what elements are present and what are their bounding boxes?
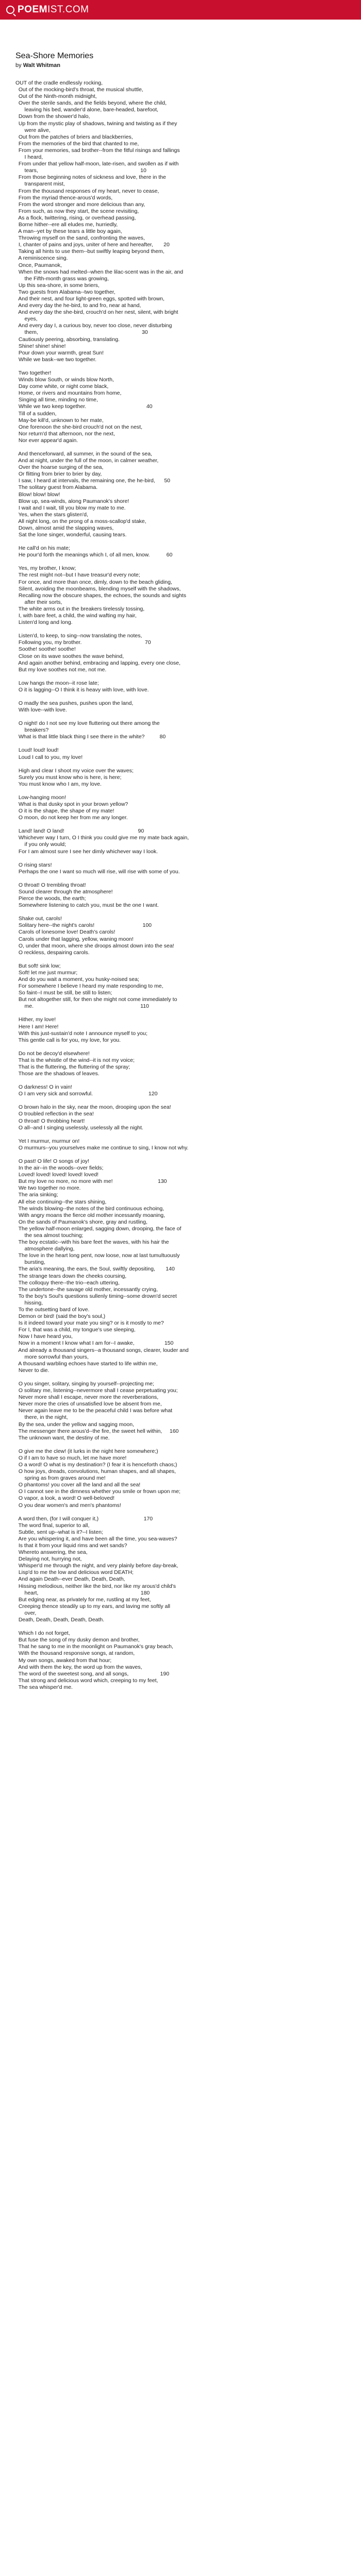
poem-line: there, in the night,	[15, 1414, 68, 1421]
poem-stanza	[15, 1050, 361, 1077]
poem-line: By the sea, under the yellow and sagging moon,	[15, 1421, 134, 1428]
poem-line: O brown halo in the sky, near the moon, drooping upon the sea!	[15, 1104, 171, 1111]
poem-line: While we two keep together. 40	[15, 403, 153, 410]
poem-line: The solitary guest from Alabama.	[15, 484, 98, 491]
poem-line: eyes,	[15, 316, 38, 323]
poem-stanza	[15, 862, 361, 875]
poem-line: O a word! O what is my destination? (I fear it is henceforth chaos;)	[15, 1461, 177, 1468]
poem-line: Two together!	[15, 369, 52, 376]
poem-line: Pour down your warmth, great Sun!	[15, 349, 104, 356]
poem-line: transparent mist,	[15, 181, 65, 188]
poem-line: Never again leave me to be the peaceful child I was before what	[15, 1408, 173, 1414]
poem-line: This gentle call is for you, my love, for you.	[15, 1037, 121, 1043]
poem-line: Low hangs the moon--it rose late;	[15, 680, 99, 686]
poem-line: The boy ecstatic--with his bare feet the waves, with his hair the	[15, 1239, 169, 1246]
author-link[interactable]: Walt Whitman	[23, 62, 60, 69]
poem-line: O it is the shape, the shape of my mate!	[15, 808, 114, 815]
poem-body	[15, 80, 361, 1691]
poem-line: The aria's meaning, the ears, the Soul, swiftly depositing, 140	[15, 1266, 175, 1273]
poem-line: O troubled reflection in the sea!	[15, 1111, 94, 1117]
poem-line: Demon or bird! (said the boy's soul,)	[15, 1313, 106, 1320]
poem-line: me. 110	[15, 1003, 149, 1010]
poem-line: Subtle, sent up--what is it?--I listen;	[15, 1529, 103, 1535]
poem-line: My own songs, awaked from that hour;	[15, 1657, 112, 1664]
poem-line: Out of the Ninth-month midnight,	[15, 93, 97, 100]
poem-line: The sea whisper'd me.	[15, 1684, 73, 1690]
poem-line: I wait and I wait, till you blow my mate to me.	[15, 504, 126, 511]
poem-line: Whichever way I turn, O I think you could give me my mate back again,	[15, 835, 189, 841]
poem-line: A thousand warbling echoes have started to life within me,	[15, 1360, 158, 1367]
byline	[15, 62, 361, 69]
poem-line: Hissing melodious, neither like the bird, nor like my arous'd child's	[15, 1583, 176, 1589]
poem-line: O past! O life! O songs of joy!	[15, 1158, 89, 1164]
poem-line: From under that yellow half-moon, late-risen, and swollen as if with	[15, 161, 179, 167]
poem-line: Recalling now the obscure shapes, the echoes, the sounds and sights	[15, 592, 186, 599]
poem-line: more sorrowful than yours,	[15, 1353, 89, 1360]
poem-line: Singing all time, minding no time,	[15, 397, 98, 403]
poem-line: The aria sinking;	[15, 1192, 58, 1198]
poem-line: To the boy's Soul's questions sullenly timing--some drown'd secret	[15, 1293, 177, 1299]
poem-line: Are you whispering it, and have been all the time, you sea-waves?	[15, 1535, 177, 1542]
poem-line: From the thousand responses of my heart, never to cease,	[15, 188, 159, 194]
poem-line: Throwing myself on the sand, confronting the waves,	[15, 235, 145, 242]
poem-line: A reminiscence sing.	[15, 255, 68, 262]
poem-line: All night long, on the prong of a moss-scallop'd stake,	[15, 518, 146, 524]
poem-line: I, with bare feet, a child, the wind wafting my hair,	[15, 613, 137, 619]
poem-line: Pierce the woods, the earth;	[15, 895, 86, 902]
poem-line: O give me the clew! (it lurks in the night here somewhere;)	[15, 1448, 158, 1454]
poem-line: The word of the sweetest song, and all songs, 190	[15, 1670, 170, 1677]
logo-suffix: IST.COM	[47, 4, 89, 15]
poem-line: Out from the patches of briers and blackberries,	[15, 133, 133, 140]
poem-stanza	[15, 633, 361, 673]
poem-line: Land! land! O land! 90	[15, 828, 144, 835]
poem-line: He pour'd forth the meanings which I, of all men, know. 60	[15, 552, 173, 558]
poem-line: Somewhere listening to catch you, must be the one I want.	[15, 902, 159, 909]
poem-stanza	[15, 963, 361, 1010]
poem-line: From the word stronger and more delicious than any,	[15, 201, 145, 208]
poem-line: Now in a moment I know what I am for--I awake, 150	[15, 1340, 174, 1347]
poem-line: From such, as now they start, the scene revisiting,	[15, 208, 139, 214]
poem-line: Up this sea-shore, in some briers,	[15, 282, 100, 289]
poem-line: O how joys, dreads, convolutions, human shapes, and all shapes,	[15, 1468, 176, 1475]
poem-line: I, chanter of pains and joys, uniter of here and hereafter, 20	[15, 242, 170, 248]
poem-line: Surely you must know who is here, is here;	[15, 774, 122, 781]
poem-stanza	[15, 1381, 361, 1442]
poem-line: The love in the heart long pent, now loose, now at last tumultuously	[15, 1252, 180, 1259]
poem-line: O darkness! O in vain!	[15, 1084, 72, 1091]
poem-line: But my love soothes not me, not me.	[15, 666, 107, 673]
poem-stanza	[15, 451, 361, 538]
poem-line: bursting,	[15, 1259, 45, 1266]
poem-line: Carols under that lagging, yellow, waning moon!	[15, 936, 134, 942]
poem-stanza	[15, 768, 361, 788]
poem-line: And every day the he-bird, to and fro, near at hand,	[15, 302, 141, 309]
poem-line: Shake out, carols!	[15, 916, 62, 922]
poem-line: The strange tears down the cheeks coursing,	[15, 1273, 127, 1279]
poem-line: O solitary me, listening--nevermore shall I cease perpetuating you;	[15, 1387, 178, 1394]
poem-line: Soothe! soothe! soothe!	[15, 646, 76, 653]
poem-line: Over the sterile sands, and the fields beyond, where the child,	[15, 100, 167, 107]
poem-line: I heard,	[15, 154, 43, 161]
poem-line: Carols of lonesome love! Death's carols!	[15, 929, 116, 936]
poem-line: With the thousand responsive songs, at random,	[15, 1650, 135, 1657]
poem-title: Sea-Shore Memories	[15, 52, 94, 60]
poem-line: High and clear I shoot my voice over the waves;	[15, 767, 134, 774]
poem-line: May-be kill'd, unknown to her mate,	[15, 417, 104, 423]
poem-line: O murmurs--you yourselves make me continue to sing, I know not why.	[15, 1144, 189, 1151]
poem-stanza	[15, 370, 361, 444]
poem-stanza	[15, 1448, 361, 1509]
poem-line: Never more the cries of unsatisfied love be absent from me,	[15, 1401, 162, 1408]
poem-line: OUT of the cradle endlessly rocking,	[15, 80, 103, 86]
poem-line: Low-hanging moon!	[15, 794, 67, 801]
poem-line: Loud! loud! loud!	[15, 747, 59, 754]
poem-line: Delaying not, hurrying not,	[15, 1556, 82, 1563]
poem-line: Blow up, sea-winds, along Paumanok's shore!	[15, 498, 129, 504]
poem-line: heart, 180	[15, 1589, 150, 1596]
poem-line: O, under that moon, where she droops almost down into the sea!	[15, 942, 174, 949]
poem-stanza	[15, 545, 361, 558]
poem-line: the sea almost touching;	[15, 1232, 84, 1239]
poem-line: The colloquy there--the trio--each uttering,	[15, 1279, 120, 1286]
poem-line: O reckless, despairing carols.	[15, 949, 90, 956]
magnifier-logo-icon	[6, 6, 14, 14]
poem-container	[0, 20, 361, 1691]
poem-line: O if I am to have so much, let me have more!	[15, 1454, 127, 1461]
poem-line: That is the whistle of the wind--it is not my voice;	[15, 1057, 135, 1063]
poem-line: Sound clearer through the atmosphere!	[15, 888, 113, 895]
poem-line: One forenoon the she-bird crouch'd not on the nest,	[15, 423, 142, 430]
poem-line: Up from the mystic play of shadows, twining and twisting as if they	[15, 120, 177, 127]
poem-line: The winds blowing--the notes of the bird continuous echoing,	[15, 1205, 165, 1212]
poem-line: Day come white, or night come black,	[15, 383, 109, 390]
poem-line: Whereto answering, the sea,	[15, 1549, 88, 1556]
poem-line: Nor return'd that afternoon, nor the next,	[15, 430, 115, 437]
poem-line: And again another behind, embracing and lapping, every one close,	[15, 659, 180, 666]
poem-line: Down, almost amid the slapping waves,	[15, 525, 114, 531]
poem-line: O throat! O throbbing heart!	[15, 1117, 85, 1124]
poem-line: From those beginning notes of sickness and love, there in the	[15, 174, 166, 181]
poem-line: With love--with love.	[15, 707, 67, 714]
poem-stanza	[15, 916, 361, 956]
poem-line: O moon, do not keep her from me any longer.	[15, 815, 128, 821]
poem-line: What is that dusky spot in your brown yellow?	[15, 801, 128, 807]
poem-line: Creeping thence steadily up to my ears, and laving me softly all	[15, 1603, 170, 1609]
poem-line: Shine! shine! shine!	[15, 343, 66, 349]
poem-line: O all--and I singing uselessly, uselessly all the night.	[15, 1124, 143, 1131]
poem-line: leaving his bed, wander'd alone, bare-headed, barefoot,	[15, 107, 158, 113]
poem-line: them, 30	[15, 329, 148, 336]
poem-line: O madly the sea pushes, pushes upon the land,	[15, 700, 134, 706]
poem-line: Or flitting from brier to brier by day,	[15, 471, 102, 478]
poem-line: O night! do I not see my love fluttering out there among the	[15, 720, 160, 727]
poem-line: O throat! O trembling throat!	[15, 882, 86, 888]
poem-stanza	[15, 80, 361, 363]
poem-line: over,	[15, 1609, 37, 1616]
poem-stanza	[15, 565, 361, 626]
poem-stanza	[15, 1516, 361, 1624]
poem-line: Never more shall I escape, never more the reverberations,	[15, 1394, 159, 1401]
poem-line: if you only would;	[15, 841, 67, 848]
poem-line: O you dear women's and men's phantoms!	[15, 1502, 121, 1509]
poem-line: Death, Death, Death, Death, Death.	[15, 1617, 105, 1623]
poem-line: The unknown want, the destiny of me.	[15, 1434, 110, 1441]
poem-line: A word then, (for I will conquer it,) 170	[15, 1515, 153, 1522]
poem-line: O I am very sick and sorrowful. 120	[15, 1091, 158, 1097]
poem-stanza	[15, 700, 361, 714]
poem-line: For somewhere I believe I heard my mate responding to me,	[15, 983, 163, 990]
poem-stanza	[15, 882, 361, 909]
poem-line: When the snows had melted--when the lilac-scent was in the air, and	[15, 268, 184, 275]
poem-line: Is it indeed toward your mate you sing? or is it mostly to me?	[15, 1320, 164, 1327]
poem-line: Blow! blow! blow!	[15, 491, 60, 498]
poem-line: Solitary here--the night's carols! 100	[15, 922, 152, 929]
poem-line: Till of a sudden,	[15, 410, 57, 417]
poem-line: For once, and more than once, dimly, down to the beach gliding,	[15, 579, 172, 585]
poem-line: Soft! let me just murmur;	[15, 969, 78, 976]
poem-line: To the outsetting bard of love.	[15, 1307, 90, 1313]
poem-line: Yes, my brother, I know;	[15, 565, 76, 572]
poem-line: Cautiously peering, absorbing, translating.	[15, 336, 120, 343]
poem-line: And already a thousand singers--a thousand songs, clearer, louder and	[15, 1347, 189, 1353]
poem-line: He call'd on his mate;	[15, 545, 70, 552]
poem-line: Following you, my brother. 70	[15, 639, 151, 646]
poem-line: Down from the shower'd halo,	[15, 113, 90, 120]
poem-line: the Fifth-month grass was growing,	[15, 275, 109, 282]
poem-line: The word final, superior to all,	[15, 1522, 90, 1529]
poem-line: But soft! sink low;	[15, 962, 61, 969]
poem-stanza	[15, 1084, 361, 1097]
poem-stanza	[15, 1016, 361, 1043]
poem-line: And with them the key, the word up from the waves,	[15, 1664, 142, 1670]
poem-line: Loud I call to you, my love!	[15, 754, 83, 760]
poem-line: Which I do not forget,	[15, 1630, 70, 1637]
poem-stanza	[15, 1138, 361, 1151]
poem-line: From the memories of the bird that chanted to me,	[15, 140, 139, 147]
poem-line: Now I have heard you,	[15, 1333, 73, 1340]
poem-line: But not altogether still, for then she might not come immediately to	[15, 996, 177, 1003]
poem-line: As a flock, twittering, rising, or overhead passing,	[15, 214, 136, 221]
poem-line: The rest might not--but I have treasur'd every note;	[15, 572, 140, 579]
poem-line: tears, 10	[15, 167, 146, 174]
site-logo[interactable]	[6, 4, 89, 15]
poem-line: Winds blow South, or winds blow North,	[15, 377, 114, 383]
poem-line: The undertone--the savage old mother, incessantly crying,	[15, 1286, 158, 1293]
poem-line: A man--yet by these tears a little boy again,	[15, 228, 122, 235]
poem-line: Perhaps the one I want so much will rise, will rise with some of you.	[15, 868, 180, 875]
poem-line: That strong and delicious word which, creeping to my feet,	[15, 1677, 158, 1684]
poem-line: For I, that was a child, my tongue's use sleeping,	[15, 1327, 136, 1333]
poem-line: And do you wait a moment, you husky-noised sea;	[15, 976, 139, 982]
poem-line: Two guests from Alabama--two together,	[15, 289, 116, 295]
poem-stanza	[15, 1158, 361, 1374]
poem-line: breakers?	[15, 727, 49, 734]
poem-line: So faint--I must be still, be still to listen;	[15, 990, 112, 996]
poem-line: And at night, under the full of the moon, in calmer weather,	[15, 457, 159, 464]
poem-line: The yellow half-moon enlarged, sagging down, drooping, the face of	[15, 1225, 182, 1232]
poem-line: were alive,	[15, 127, 51, 133]
poem-stanza	[15, 720, 361, 740]
poem-line: Whisper'd me through the night, and very plainly before day-break,	[15, 1563, 178, 1569]
poem-line: On the sands of Paumanok's shore, gray and rustling,	[15, 1218, 147, 1225]
byline-prefix: by	[15, 62, 22, 69]
poem-line: Over the hoarse surging of the sea,	[15, 464, 104, 471]
poem-line: Never to die.	[15, 1367, 50, 1374]
poem-line: That is the fluttering, the fluttering of the spray;	[15, 1064, 130, 1070]
poem-stanza	[15, 828, 361, 855]
poem-line: Hither, my love!	[15, 1016, 56, 1023]
poem-line: Here I am! Here!	[15, 1023, 59, 1030]
poem-line: And again Death--ever Death, Death, Death,	[15, 1576, 125, 1583]
poem-line: And their nest, and four light-green eggs, spotted with brown,	[15, 296, 165, 302]
poem-line: All else continuing--the stars shining,	[15, 1198, 107, 1205]
poem-line: What is that little black thing I see there in the white? 80	[15, 734, 166, 740]
poem-line: after their sorts,	[15, 599, 62, 605]
poem-line: The messenger there arous'd--the fire, the sweet hell within, 160	[15, 1428, 179, 1434]
poem-line: And thenceforward, all summer, in the sound of the sea,	[15, 450, 152, 457]
poem-line: O I cannot see in the dimness whether you smile or frown upon me;	[15, 1488, 180, 1495]
poem-stanza	[15, 1630, 361, 1691]
poem-line: spring as from graves around me!	[15, 1475, 106, 1482]
poem-stanza	[15, 1104, 361, 1131]
poem-line: Silent, avoiding the moonbeams, blending myself with the shadows,	[15, 585, 181, 592]
poem-line: While we bask--we two together.	[15, 356, 96, 363]
poem-line: We two together no more.	[15, 1185, 81, 1192]
poem-line: Yet I murmur, murmur on!	[15, 1138, 80, 1144]
poem-line: Yes, when the stars glisten'd,	[15, 511, 88, 518]
poem-line: Taking all hints to use them--but swiftly leaping beyond them,	[15, 248, 165, 255]
poem-line: Listen'd long and long.	[15, 619, 73, 626]
poem-line: Home, or rivers and mountains from home,	[15, 390, 122, 397]
poem-line: O vapor, a look, a word! O well-beloved!	[15, 1495, 115, 1502]
poem-line: The white arms out in the breakers tirelessly tossing,	[15, 605, 145, 612]
site-header	[0, 0, 361, 20]
poem-line: I saw, I heard at intervals, the remaining one, the he-bird, 50	[15, 478, 170, 484]
poem-line: O phantoms! you cover all the land and all the sea!	[15, 1482, 141, 1488]
poem-stanza	[15, 794, 361, 821]
poem-line: atmosphere dallying,	[15, 1246, 75, 1252]
poem-stanza	[15, 680, 361, 693]
poem-line: Out of the mocking-bird's throat, the musical shuttle,	[15, 87, 143, 93]
poem-line: From your memories, sad brother--from the fitful risings and fallings	[15, 147, 180, 154]
poem-line: Lisp'd to me the low and delicious word DEATH;	[15, 1569, 134, 1576]
poem-line: For I am almost sure I see her dimly whichever way I look.	[15, 848, 158, 855]
poem-line: But fuse the song of my dusky demon and brother,	[15, 1637, 140, 1643]
poem-line: Loved! loved! loved! loved! loved!	[15, 1172, 99, 1178]
poem-line: Nor ever appear'd again.	[15, 437, 78, 444]
poem-line: And every day the she-bird, crouch'd on her nest, silent, with bright	[15, 309, 178, 316]
poem-line: Sat the lone singer, wonderful, causing tears.	[15, 532, 127, 538]
poem-line: And every day I, a curious boy, never too close, never disturbing	[15, 323, 172, 329]
poem-line: Close on its wave soothes the wave behind,	[15, 653, 124, 659]
poem-line: From the myriad thence-arous'd words,	[15, 194, 113, 201]
poem-line: Those are the shadows of leaves.	[15, 1071, 100, 1077]
poem-line: Once, Paumanok,	[15, 262, 62, 268]
poem-line: Is that it from your liquid rims and wet sands?	[15, 1543, 127, 1549]
poem-line: But edging near, as privately for me, rustling at my feet,	[15, 1596, 151, 1603]
poem-line: But my love no more, no more with me! 130	[15, 1178, 167, 1185]
poem-line: Borne hither--ere all eludes me, hurriedly,	[15, 221, 118, 228]
poem-line: Do not be decoy'd elsewhere!	[15, 1050, 90, 1057]
poem-line: That he sang to me in the moonlight on Paumanok's gray beach,	[15, 1643, 173, 1650]
poem-line: O rising stars!	[15, 861, 52, 868]
poem-line: With this just-sustain'd note I announce myself to you;	[15, 1030, 147, 1037]
poem-line: hissing,	[15, 1299, 43, 1306]
logo-text: POEM	[18, 4, 47, 15]
poem-line: O it is lagging--O I think it is heavy with love, with love.	[15, 686, 149, 693]
poem-line: With angry moans the fierce old mother incessantly moaning,	[15, 1212, 166, 1218]
poem-line: You must know who I am, my love.	[15, 781, 102, 787]
poem-line: In the air--in the woods--over fields;	[15, 1165, 104, 1172]
poem-line: O you singer, solitary, singing by yourself--projecting me;	[15, 1380, 154, 1387]
poem-stanza	[15, 747, 361, 760]
poem-line: Listen'd, to keep, to sing--now translating the notes,	[15, 633, 142, 639]
